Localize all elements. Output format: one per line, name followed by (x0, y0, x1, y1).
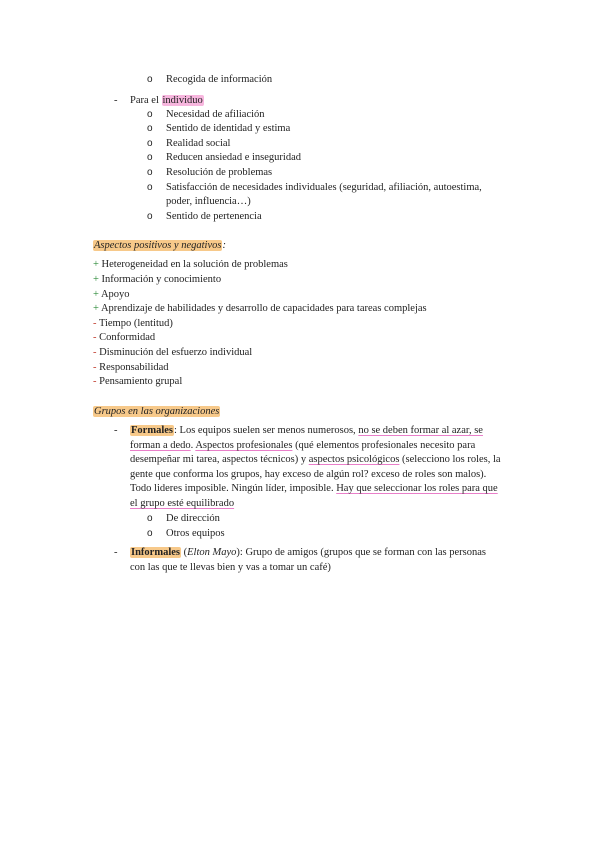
pros-item: + Aprendizaje de habilidades y desarrollo de capacidades para tareas complejas (93, 303, 427, 314)
list-item: Recogida de información (166, 74, 273, 85)
cons-item: - Responsabilidad (93, 362, 169, 373)
formales-line-6: el grupo esté equilibrado (130, 498, 235, 509)
section-heading-aspectos: Aspectos positivos y negativos: (94, 240, 226, 251)
list-item: De dirección (166, 513, 220, 524)
list-item: Sentido de pertenencia (166, 211, 262, 222)
list-item: Otros equipos (166, 528, 225, 539)
list-item: Resolución de problemas (166, 167, 273, 178)
pros-item: + Apoyo (93, 289, 130, 300)
dash-bullet: - (114, 425, 118, 436)
formales-line-5: Todo lideres imposible. Ningún líder, imposible. Hay que seleccionar los roles para que (130, 483, 498, 494)
list-item-continuation: poder, influencia…) (166, 196, 251, 207)
pros-item: + Información y conocimiento (93, 274, 222, 285)
list-item: Sentido de identidad y estima (166, 123, 291, 134)
cons-item: - Tiempo (lentitud) (93, 318, 173, 329)
cons-item: - Disminución del esfuerzo individual (93, 347, 253, 358)
pros-item: + Heterogeneidad en la solución de problemas (93, 259, 288, 270)
list-item-para-el-individuo: Para el individuo (130, 95, 203, 106)
document-page: o Recogida de información - Para el individuo o Necesidad de afiliación o Sentido de identidad y estima o Realidad social o Reducen ansiedad e inseguridad o Resolución de problemas o Satisfacción de necesidades individuales (seguridad, afiliación, autoestima, poder, influencia…) o Sentido de pertenencia Aspectos positivos y negativos: + Heterogeneidad en la solución de problemas + Información y conocimiento + Apoyo + Aprendizaje de habilidades y desarrollo de capacidades para tareas complejas - Tiempo (lentitud) - Conformidad - Disminución del esfuerzo individual - Responsabilidad - Pensamiento grupal Grupos en las organizaciones - Formales: Los equipos suelen ser menos numerosos, no se deben formar al azar, se forman a dedo. Aspectos profesionales (qué elementos profesionales necesito para desempeñar mi tarea, aspectos técnicos) y aspectos psicológicos (selecciono los roles, la gente que conforma los grupos, hay exceso de algún rol? exceso de roles son malos). Todo lideres imposible. Ningún líder, imposible. Hay que seleccionar los roles para que el grupo esté equilibrado o De dirección o Otros equipos - Informales (Elton Mayo): Grupo de amigos (grupos que se forman con las personas con las que te llevas bien y vas a tomar un café) (0, 0, 616, 848)
highlight-individuo: individuo (162, 95, 203, 106)
sub-bullet: o (147, 74, 153, 85)
formales-line-2: forman a dedo. Aspectos profesionales (qué elementos profesionales necesito para (130, 440, 476, 451)
formales-line-1: Formales: Los equipos suelen ser menos numerosos, no se deben formar al azar, se (131, 425, 483, 436)
list-item: Reducen ansiedad e inseguridad (166, 152, 301, 163)
informales-line-2: con las que te llevas bien y vas a tomar un café) (130, 562, 331, 573)
formales-line-3: desempeñar mi tarea, aspectos técnicos) y aspectos psicológicos (selecciono los roles, la (130, 454, 501, 465)
dash-bullet: - (114, 95, 118, 106)
dash-bullet: - (114, 547, 118, 558)
list-item: Satisfacción de necesidades individuales (seguridad, afiliación, autoestima, (166, 182, 482, 193)
cons-item: - Conformidad (93, 332, 156, 343)
list-item: Necesidad de afiliación (166, 109, 265, 120)
formales-line-4: gente que conforma los grupos, hay exceso de algún rol? exceso de roles son malos). (130, 469, 487, 480)
informales-line-1: Informales (Elton Mayo): Grupo de amigos (grupos que se forman con las personas (131, 547, 487, 558)
section-heading-grupos: Grupos en las organizaciones (94, 406, 220, 417)
cons-item: - Pensamiento grupal (93, 376, 183, 387)
list-item: Realidad social (166, 138, 231, 149)
